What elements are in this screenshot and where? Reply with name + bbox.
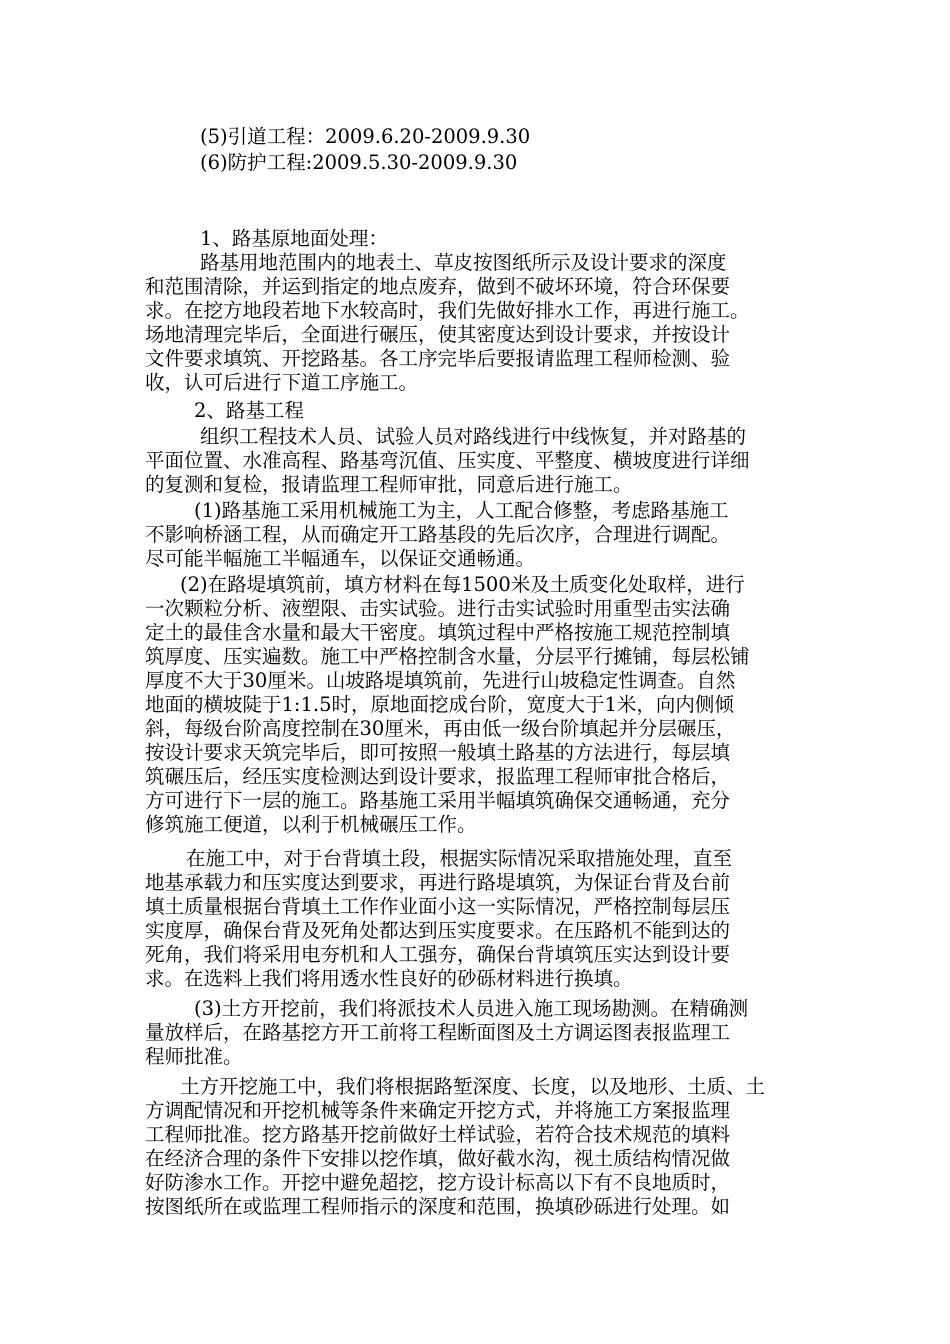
text-line: 场地清理完毕后，全面进行碾压，使其密度达到设计要求，并按设计: [145, 323, 731, 346]
text-line: (1)路基施工采用机械施工为主，人工配合修整，考虑路基施工: [194, 499, 729, 522]
text-line: 地面的横坡陡于1:1.5时，原地面挖成台阶，宽度大于1米，向内侧倾: [145, 693, 734, 716]
text-line: (6)防护工程:2009.5.30-2009.9.30: [200, 151, 518, 174]
text-line: 方调配情况和开挖机械等条件来确定开挖方式，并将施工方案报监理: [145, 1099, 731, 1122]
text-line: 程师批准。: [145, 1045, 243, 1068]
text-line: 筑厚度、压实遍数。施工中严格控制含水量，分层平行摊铺，每层松铺: [145, 645, 750, 668]
text-line: 量放样后，在路基挖方开工前将工程断面图及土方调运图表报监理工: [145, 1021, 731, 1044]
text-line: 死角，我们将采用电夯机和人工强夯，确保台背填筑压实达到设计要: [145, 943, 731, 966]
text-line: 路基用地范围内的地表土、草皮按图纸所示及设计要求的深度: [200, 251, 727, 274]
text-line: 在经济合理的条件下安排以挖作填，做好截水沟，视土质结构情况做: [145, 1147, 731, 1170]
text-line: 厚度不大于30厘米。山坡路堤填筑前，先进行山坡稳定性调查。自然: [145, 669, 736, 692]
text-line: 一次颗粒分析、液塑限、击实试验。进行击实试验时用重型击实法确: [145, 597, 731, 620]
text-line: 不影响桥涵工程，从而确定开工路基段的先后次序，合理进行调配。: [145, 523, 731, 546]
section-heading: 1、路基原地面处理：: [200, 227, 388, 250]
text-line: 修筑施工便道，以利于机械碾压工作。: [145, 813, 477, 836]
text-line: 按图纸所在或监理工程师指示的深度和范围，换填砂砾进行处理。如: [145, 1195, 731, 1218]
text-line: 组织工程技术人员、试验人员对路线进行中线恢复，并对路基的: [200, 425, 747, 448]
text-line: 好防渗水工作。开挖中避免超挖，挖方设计标高以下有不良地质时，: [145, 1171, 731, 1194]
text-line: 和范围清除，并运到指定的地点废弃，做到不破坏环境，符合环保要: [145, 275, 731, 298]
text-line: 工程师批准。挖方路基开挖前做好土样试验，若符合技术规范的填料: [145, 1123, 731, 1146]
text-line: 收，认可后进行下道工序施工。: [145, 371, 419, 394]
text-line: 筑碾压后，经压实度检测达到设计要求，报监理工程师审批合格后，: [145, 765, 731, 788]
text-line: 文件要求填筑、开挖路基。各工序完毕后要报请监理工程师检测、验: [145, 347, 731, 370]
text-line: (2)在路堤填筑前，填方材料在每1500米及土质变化处取样，进行: [180, 573, 745, 596]
text-line: 平面位置、水准高程、路基弯沉值、压实度、平整度、横坡度进行详细: [145, 449, 750, 472]
text-line: 填土质量根据台背填土工作作业面小这一实际情况，严格控制每层压: [145, 895, 731, 918]
text-line: 求。在选料上我们将用透水性良好的砂砾材料进行换填。: [145, 967, 633, 990]
text-line: 方可进行下一层的施工。路基施工采用半幅填筑确保交通畅通，充分: [145, 789, 731, 812]
text-line: (5)引道工程：2009.6.20-2009.9.30: [200, 125, 531, 148]
section-heading: 2、路基工程: [194, 399, 304, 422]
text-line: 的复测和复检，报请监理工程师审批，同意后进行施工。: [145, 473, 633, 496]
text-line: 地基承载力和压实度达到要求，再进行路堤填筑，为保证台背及台前: [145, 871, 731, 894]
text-line: 实度厚，确保台背及死角处都达到压实度要求。在压路机不能到达的: [145, 919, 731, 942]
text-line: (3)土方开挖前，我们将派技术人员进入施工现场勘测。在精确测: [194, 997, 749, 1020]
text-line: 定土的最佳含水量和最大干密度。填筑过程中严格按施工规范控制填: [145, 621, 731, 644]
text-line: 按设计要求天筑完毕后，即可按照一般填土路基的方法进行，每层填: [145, 741, 731, 764]
text-line: 斜，每级台阶高度控制在30厘米，再由低一级台阶填起并分层碾压，: [145, 717, 736, 740]
text-line: 尽可能半幅施工半幅通车，以保证交通畅通。: [145, 547, 536, 570]
text-line: 在施工中，对于台背填土段，根据实际情况采取措施处理，直至: [186, 847, 733, 870]
text-line: 求。在挖方地段若地下水较高时，我们先做好排水工作，再进行施工。: [145, 299, 750, 322]
text-line: 土方开挖施工中，我们将根据路堑深度、长度，以及地形、土质、土: [180, 1075, 766, 1098]
